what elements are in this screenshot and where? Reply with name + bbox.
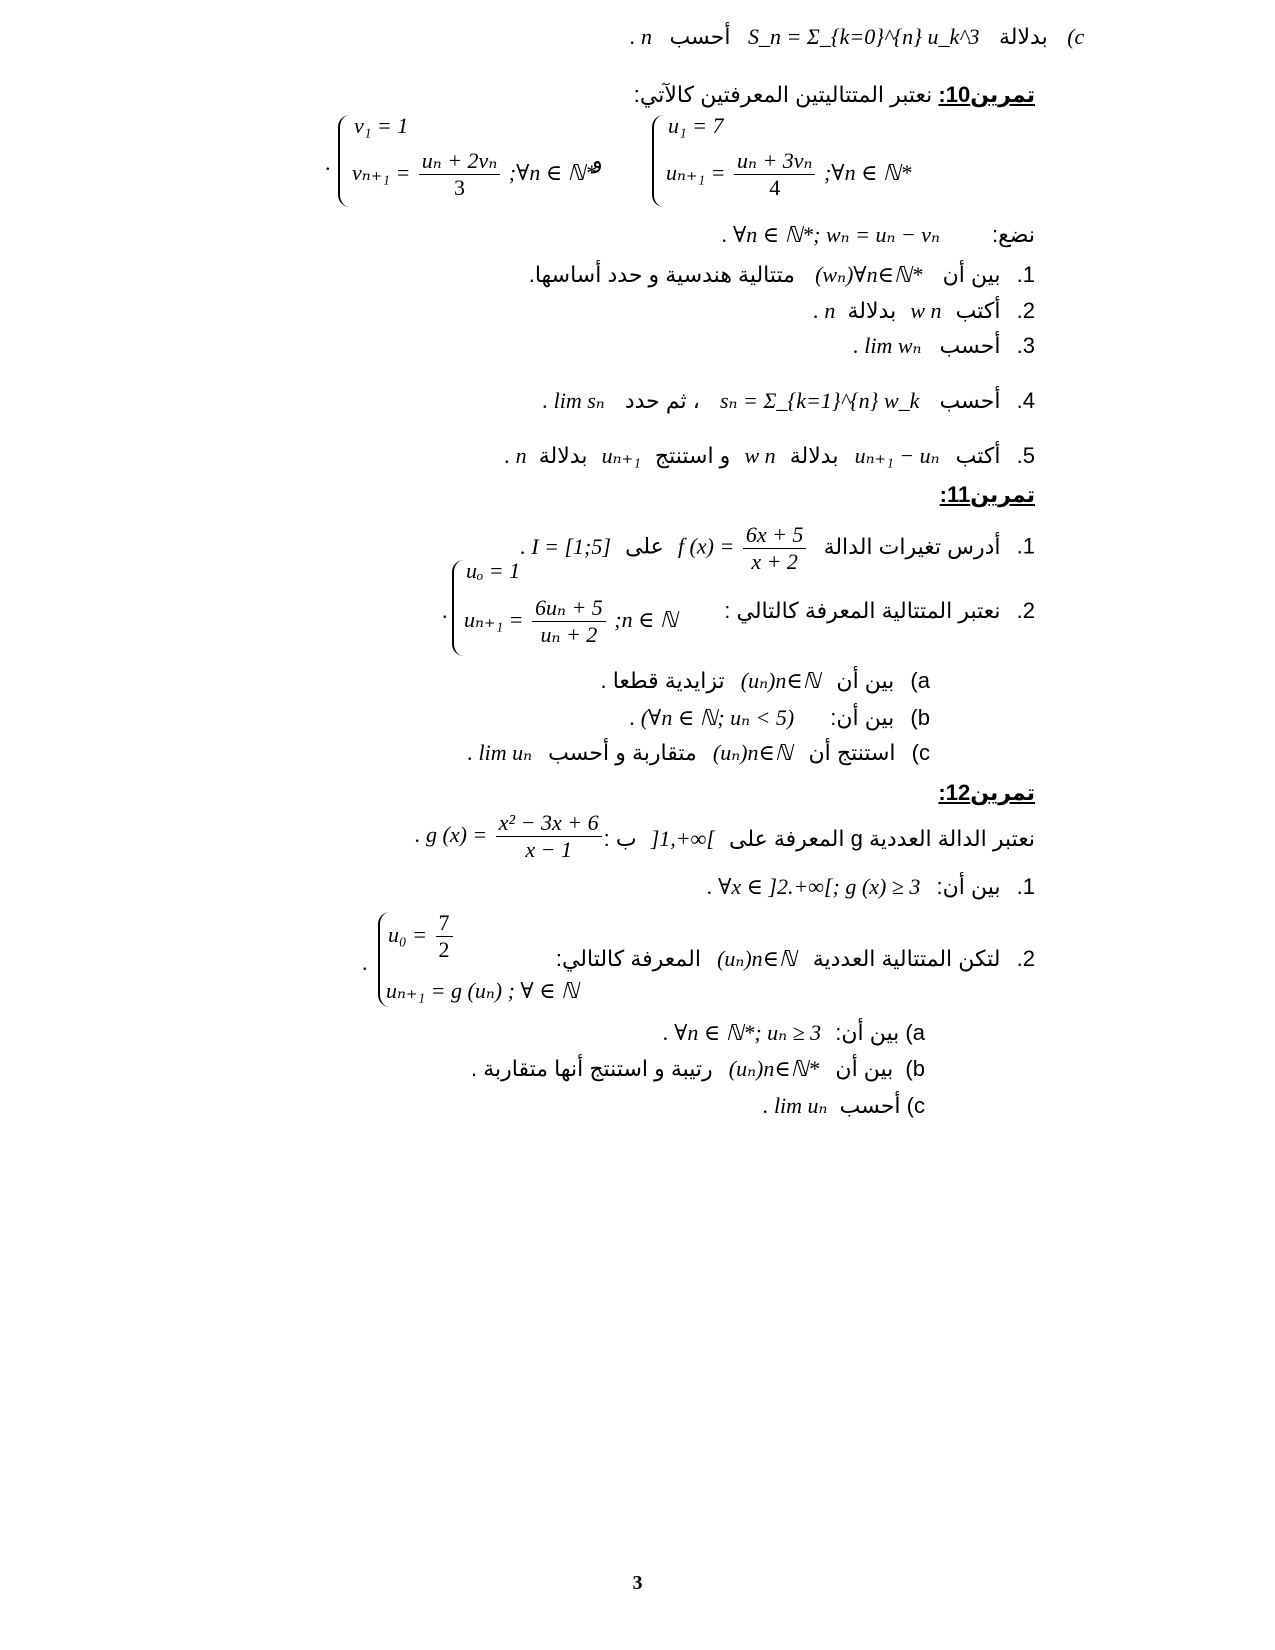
ex11-c: c) استنتج أن (uₙ)n∈ℕ متقاربة و أحسب . lim uₙ [467, 740, 930, 765]
ex11-u-frac: $\frac{\text{6uₙ + 5}}{\text{uₙ + 2}}$ [532, 595, 606, 648]
verb-text: أحسب [669, 24, 731, 49]
v-frac: $\frac{\text{uₙ + 2vₙ}}{3}$ [419, 148, 500, 201]
ex10-q3: 3. أحسب . lim wₙ [853, 333, 1035, 358]
g-frac: $\frac{\text{x² − 3x + 6}}{x - 1}$ [496, 810, 602, 863]
ex12-q1: 1. بين أن: . ∀x ∈ ]2.+∞[; g (x) ≥ 3 [707, 874, 1035, 899]
ex10-header [634, 82, 1035, 108]
tail-var: . n [630, 24, 652, 49]
v-brace [338, 115, 350, 207]
ex12-g-def: . g (x) = $\frac{\text{x² − 3x + 6}}{x - 1}$ [415, 810, 605, 863]
ex12-u-rec: uₙ₊₁ = g (uₙ) ; ∀ ∈ ℕ [386, 978, 579, 1003]
ex10-q2: 2. أكتب w n بدلالة . n [813, 298, 1035, 323]
ex11-title: تمرين11: [939, 482, 1035, 507]
ex12-dot: . [362, 950, 368, 975]
ex11-dot: . [442, 598, 448, 623]
v-def-2: vₙ₊₁ = $\frac{\text{uₙ + 2vₙ}}{3}$ ;∀n ∈ ℕ* [352, 148, 597, 200]
page-number: 3 [632, 1572, 643, 1594]
and-word: و [592, 148, 603, 173]
ex12-header [938, 780, 1035, 806]
ex12-b: b) بين أن (uₙ)n∈ℕ* رتيبة و استنتج أنها متقاربة . [471, 1056, 925, 1081]
ex10-q1: 1. بين أن (wₙ)∀n∈ℕ* متتالية هندسية و حدد أساسها. [528, 262, 1035, 287]
sum-formula: S_n = Σ_{k=0}^{n} u_k^3 [747, 24, 980, 49]
ex10-q5: 5. أكتب uₙ₊₁ − uₙ بدلالة w n و استنتج uₙ₊₁ بدلالة . n [504, 443, 1035, 468]
ex12-intro: نعتبر الدالة العددية g المعرفة على ]1,+∞[ ب : [603, 826, 1035, 851]
u-def-2: uₙ₊₁ = $\frac{\text{uₙ + 3vₙ}}{4}$ ;∀n ∈ ℕ* [666, 148, 912, 200]
u-frac: $\frac{\text{uₙ + 3vₙ}}{4}$ [734, 148, 815, 201]
ex11-u-brace [452, 560, 464, 656]
ex11-q1: 1. أدرس تغيرات الدالة f (x) = $\frac{6x + 5}{x + 2}$ على . I = [1;5] [520, 522, 1035, 574]
ex12-u0: u₀ = $\frac{7}{2}$ [388, 910, 456, 963]
ex11-q2: 2. نعتبر المتتالية المعرفة كالتالي : [724, 598, 1035, 623]
item-label: (c [1067, 24, 1085, 49]
ex10-q4: 4. أحسب sₙ = Σ_{k=1}^{n} w_k ، ثم حدد . lim sₙ [542, 388, 1035, 413]
set-line [722, 222, 940, 248]
ex12-q2: 2. لتكن المتتالية العددية (uₙ)n∈ℕ المعرفة كالتالي: [555, 946, 1035, 971]
ex11-u-def-2: uₙ₊₁ = $\frac{\text{6uₙ + 5}}{\text{uₙ + 2}}$ ;n ∈ ℕ [464, 595, 678, 647]
set-label: نضع: [991, 222, 1035, 247]
f-frac: $\frac{6x + 5}{x + 2}$ [743, 522, 807, 575]
u0-frac: $\frac{7}{2}$ [436, 910, 453, 963]
tail-text: بدلالة [999, 24, 1048, 49]
ex10-title: تمرين10: [938, 82, 1035, 107]
ex11-a: a) بين أن (uₙ)n∈ℕ تزايدية قطعا . [600, 668, 930, 693]
v-def-1: v₁ = 1 [354, 113, 409, 138]
v-dot: . [325, 150, 331, 175]
set-formula: . ∀n ∈ ℕ*; wₙ = uₙ − vₙ [722, 222, 940, 247]
u-brace [652, 115, 664, 207]
ex11-header [940, 482, 1035, 508]
u-def-1: u₁ = 7 [668, 113, 724, 138]
ex12-a: a) بين أن: . ∀n ∈ ℕ*; uₙ ≥ 3 [663, 1020, 925, 1045]
ex11-u-def-1: uₒ = 1 [466, 558, 521, 583]
ex12-c: c) أحسب . lim uₙ [762, 1093, 925, 1118]
line-c-top [630, 24, 1084, 50]
ex10-intro: نعتبر المتتاليتين المعرفتين كالآتي: [633, 82, 933, 107]
ex12-title: تمرين12: [938, 780, 1035, 805]
ex11-b: b) بين أن: . (∀n ∈ ℕ; uₙ < 5) [629, 705, 930, 730]
